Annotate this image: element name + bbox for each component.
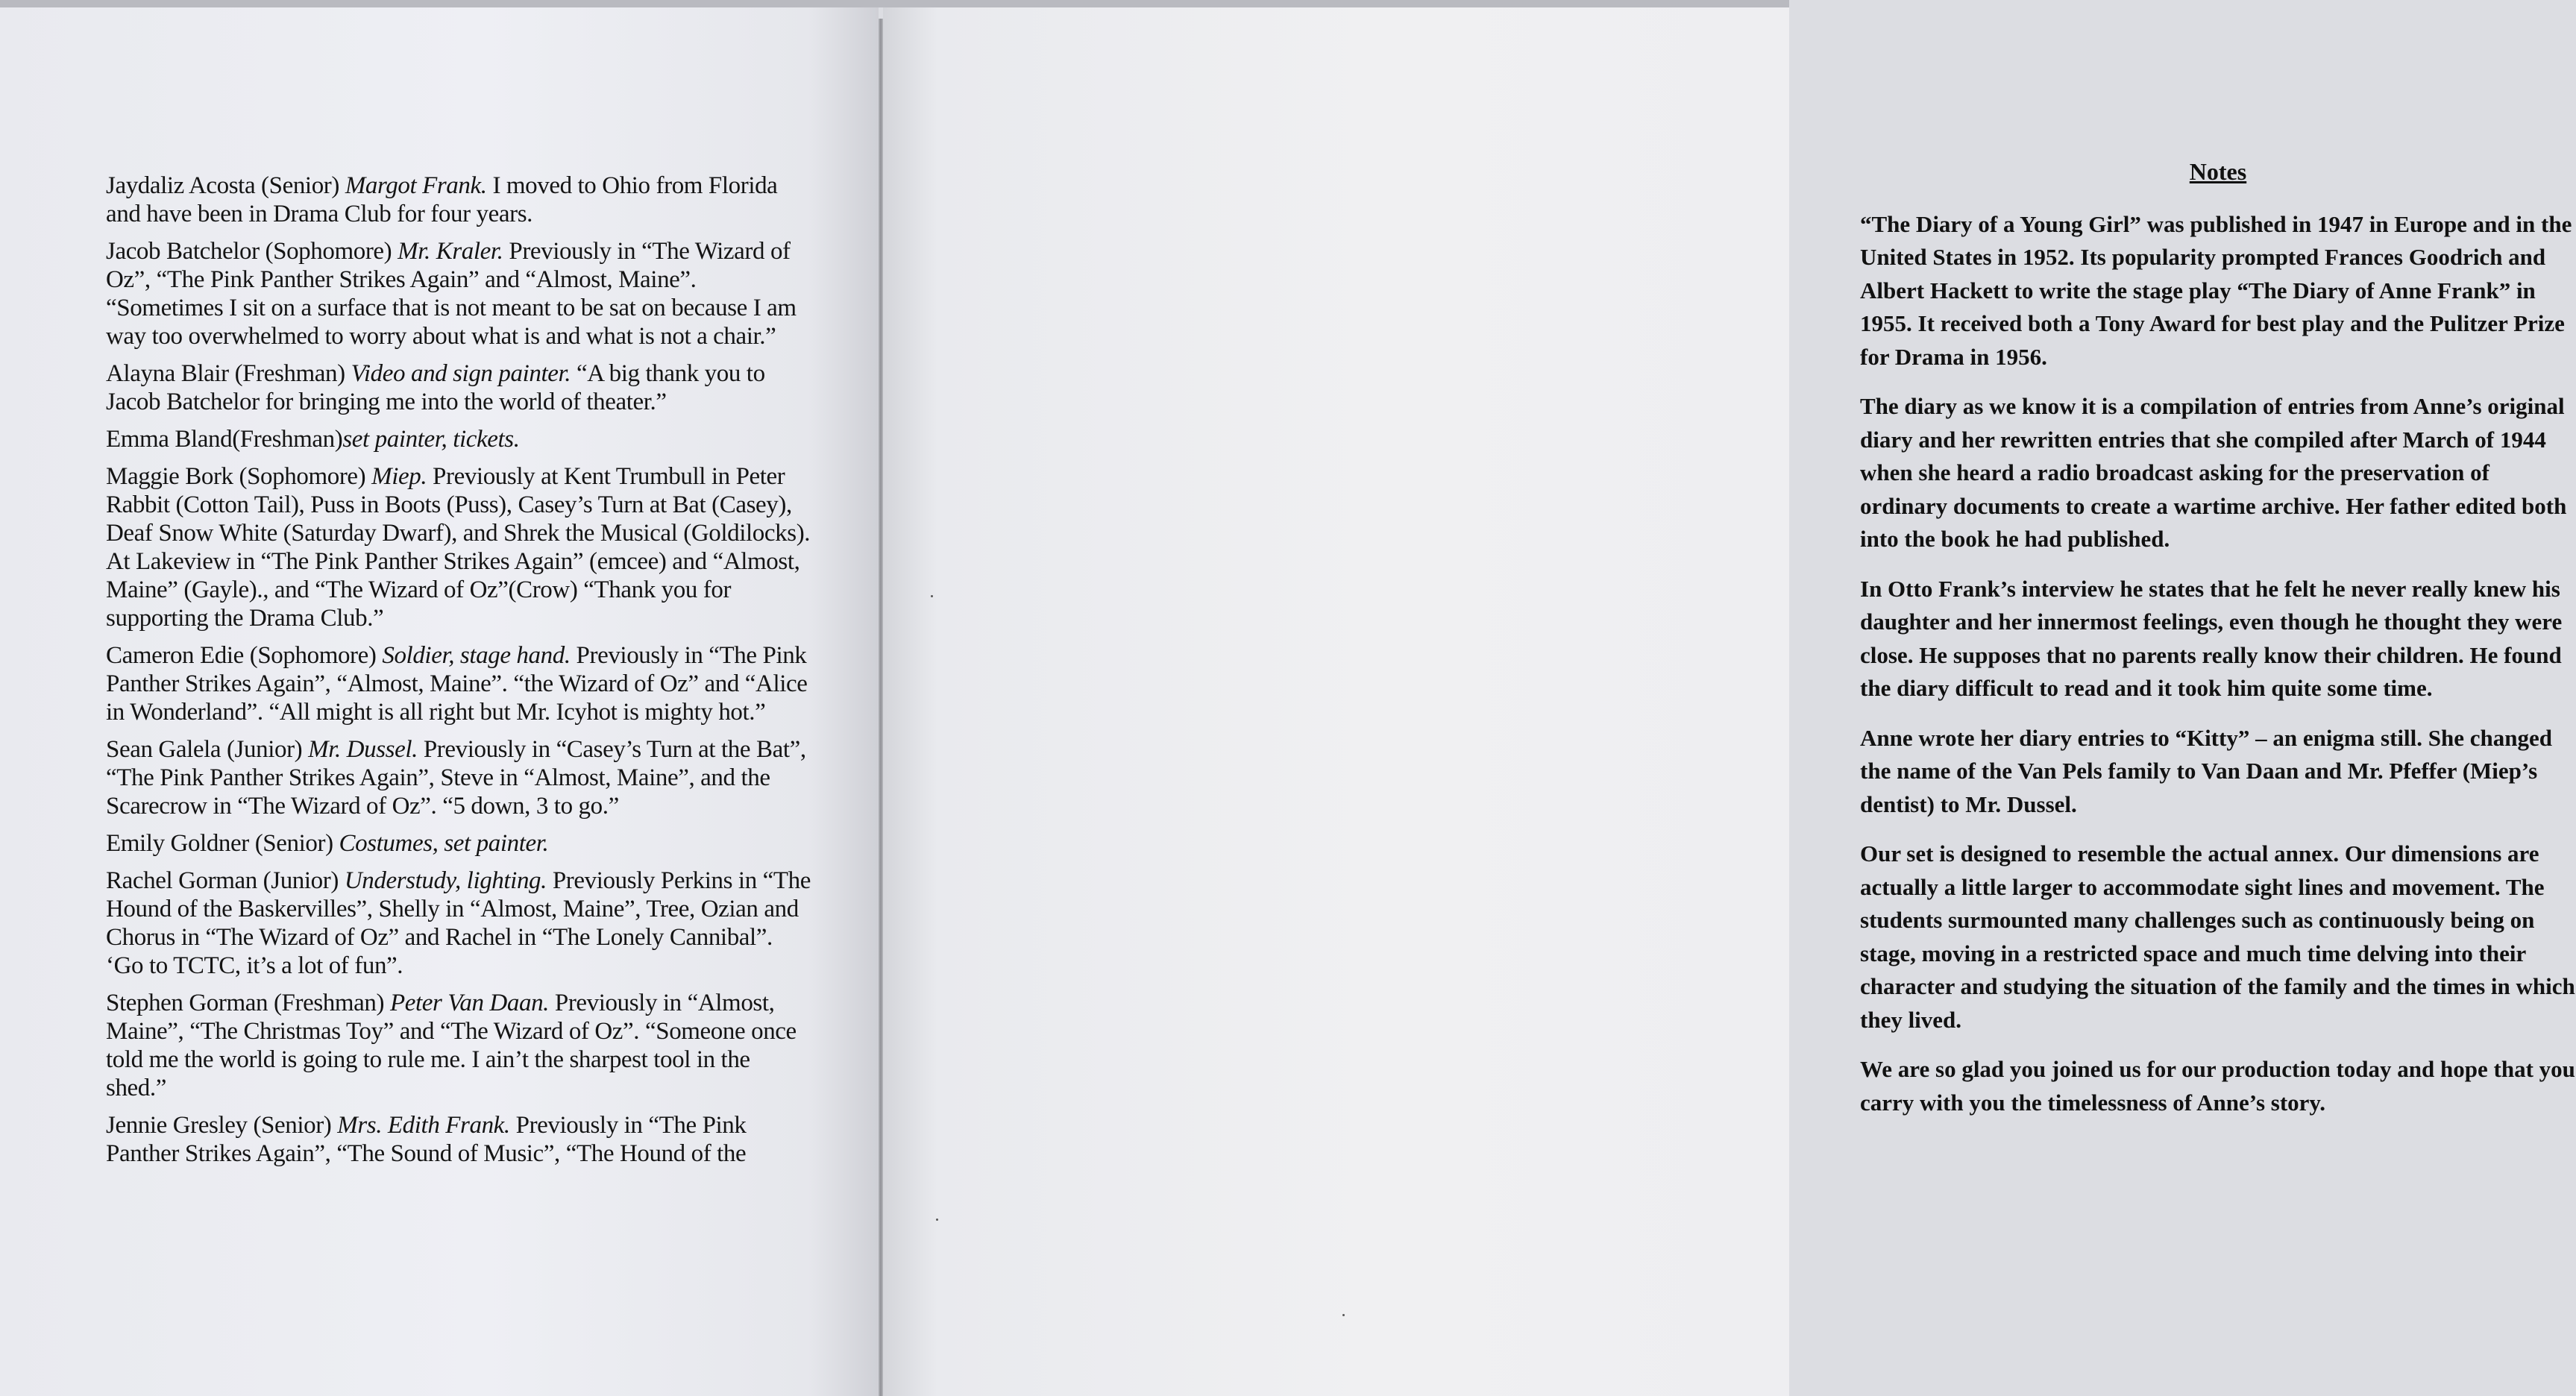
cast-text: Previously in “The Pink Panther Strikes Again”, “Almost, Maine”. “the Wizard of Oz” and “Alice in Wonderland”. “All might is all right but Mr. Icyhot is mighty hot.” (106, 642, 808, 726)
cast-text: Previously in “The Pink Panther Strikes Again”, “The Sound of Music”, “The Hound of the (106, 1112, 747, 1167)
cast-year: (Senior) (261, 172, 339, 199)
cast-name: Stephen Gorman (106, 990, 268, 1016)
cast-bio (106, 829, 811, 858)
cast-bio (106, 735, 811, 820)
cast-bio (106, 359, 811, 416)
cast-role: Peter Van Daan. (389, 990, 550, 1016)
top-edge-shadow (0, 0, 1789, 7)
cast-text: Previously in “Almost, Maine”, “The Christmas Toy” and “The Wizard of Oz”. “Someone once told me the world is going to rule me. I ain’t the sharpest tool in the shed.” (106, 990, 797, 1101)
cast-role: Video and sign painter. (351, 360, 571, 387)
cast-year: (Junior) (263, 867, 339, 894)
cast-name: Emily Goldner (106, 830, 249, 857)
cast-text: Previously Perkins in “The Hound of the Baskervilles”, Shelly in “Almost, Maine”, Tree, Ozian and Chorus in “The Wizard of Oz” and Rachel in “The Lonely Cannibal”. ‘Go to TCTC, it’s a lot of fun”. (106, 867, 811, 979)
cast-bio (106, 462, 811, 632)
cast-year: (Sophomore) (239, 463, 366, 490)
cast-role: Mrs. Edith Frank. (337, 1112, 510, 1139)
cast-year: (Senior) (254, 830, 333, 857)
cast-year: (Freshman) (232, 426, 343, 453)
cast-role: Mr. Dussel. (308, 736, 418, 763)
cast-bio (106, 425, 811, 453)
cast-name: Rachel Gorman (106, 867, 257, 894)
notes-paragraph: Our set is designed to resemble the actual annex. Our dimensions are actually a little larger to accommodate sight lines and movement. The students surmounted many challenges such as continuously being on stage, moving in a restricted space and much time delving into their character and studying the situation of the family and the times in which they lived. (1860, 840, 2575, 1033)
cast-name: Emma Bland (106, 426, 233, 453)
cast-role: set painter, tickets. (342, 426, 520, 453)
cast-name: Sean Galela (106, 736, 222, 763)
cast-role: Understudy, lighting. (344, 867, 547, 894)
cast-bio (106, 1111, 811, 1168)
cast-year: (Senior) (253, 1112, 332, 1139)
cast-name: Maggie Bork (106, 463, 233, 490)
cast-name: Jaydaliz Acosta (106, 172, 256, 199)
cast-text: “A big thank you to Jacob Batchelor for bringing me into the world of theater.” (106, 360, 765, 415)
cast-year: (Freshman) (234, 360, 345, 387)
notes-section (1860, 155, 2576, 1136)
cast-role: Costumes, set painter. (339, 830, 549, 857)
notes-paragraph: “The Diary of a Young Girl” was published in 1947 in Europe and in the United States in 1952. Its popularity prompted Frances Goodrich and Albert Hackett to write the stage play “The Diary of Anne Frank” in 1955. It received both a Tony Award for best play and the Pulitzer Prize for Drama in 1956. (1860, 210, 2572, 370)
notes-paragraph: In Otto Frank’s interview he states that he felt he never really knew his daughter and her innermost feelings, even though he thought they were close. He supposes that no parents really know their children. He found the diary difficult to read and it took him quite some time. (1860, 575, 2563, 701)
cast-bios (106, 172, 811, 1177)
cast-role: Margot Frank. (345, 172, 487, 199)
notes-paragraph: We are so glad you joined us for our production today and hope that you carry with you the timelessness of Anne’s story. (1860, 1056, 2575, 1116)
cast-name: Jacob Batchelor (106, 238, 260, 265)
cast-text: I moved to Ohio from Florida and have been in Drama Club for four years. (106, 172, 778, 227)
paper-speck (931, 595, 933, 597)
cast-bio (106, 867, 811, 980)
notes-paragraph: The diary as we know it is a compilation of entries from Anne’s original diary and her rewritten entries that she compiled after March of 1944 when she heard a radio broadcast asking for the preservation of ordinary documents to create a wartime archive. Her father edited both into the book he had published. (1860, 393, 2567, 552)
cast-bio (106, 237, 811, 350)
notes-title: Notes (2189, 158, 2247, 185)
cast-name: Alayna Blair (106, 360, 229, 387)
cast-year: (Sophomore) (249, 642, 377, 669)
cast-role: Mr. Kraler. (398, 238, 503, 265)
cast-role: Miep. (371, 463, 427, 490)
cast-year: (Sophomore) (265, 238, 392, 265)
cast-role: Soldier, stage hand. (382, 642, 571, 669)
cast-name: Cameron Edie (106, 642, 244, 669)
cast-bio (106, 172, 811, 228)
cast-year: (Freshman) (273, 990, 385, 1016)
cast-name: Jennie Gresley (106, 1112, 248, 1139)
cast-bio (106, 989, 811, 1102)
cast-text: Previously at Kent Trumbull in Peter Rabbit (Cotton Tail), Puss in Boots (Puss), Casey’s Turn at Bat (Casey), Deaf Snow White (Saturday Dwarf), and Shrek the Musical (Goldilocks). At Lakeview in “The Pink Panther Strikes Again” (emcee) and “Almost, Maine” (Gayle)., and “The Wizard of Oz”(Crow) “Thank you for supporting the Drama Club.” (106, 463, 811, 632)
right-page (883, 0, 2575, 1396)
paper-speck (1342, 1314, 1345, 1316)
notes-paragraph: Anne wrote her diary entries to “Kitty” – an enigma still. She changed the name of the Van Pels family to Van Daan and Mr. Pfeffer (Miep’s dentist) to Mr. Dussel. (1860, 724, 2552, 817)
cast-text: Previously in “The Wizard of Oz”, “The Pink Panther Strikes Again” and “Almost, Maine”. “Sometimes I sit on a surface that is not meant to be sat on because I am way too overwhelmed to worry about what is and what is not a chair.” (106, 238, 797, 350)
cast-bio (106, 641, 811, 726)
cast-text: Previously in “Casey’s Turn at the Bat”, “The Pink Panther Strikes Again”, Steve in “Almost, Maine”, and the Scarecrow in “The Wizard of Oz”. “5 down, 3 to go.” (106, 736, 806, 820)
cast-year: (Junior) (226, 736, 303, 763)
left-page (0, 0, 879, 1396)
paper-speck (936, 1219, 938, 1221)
